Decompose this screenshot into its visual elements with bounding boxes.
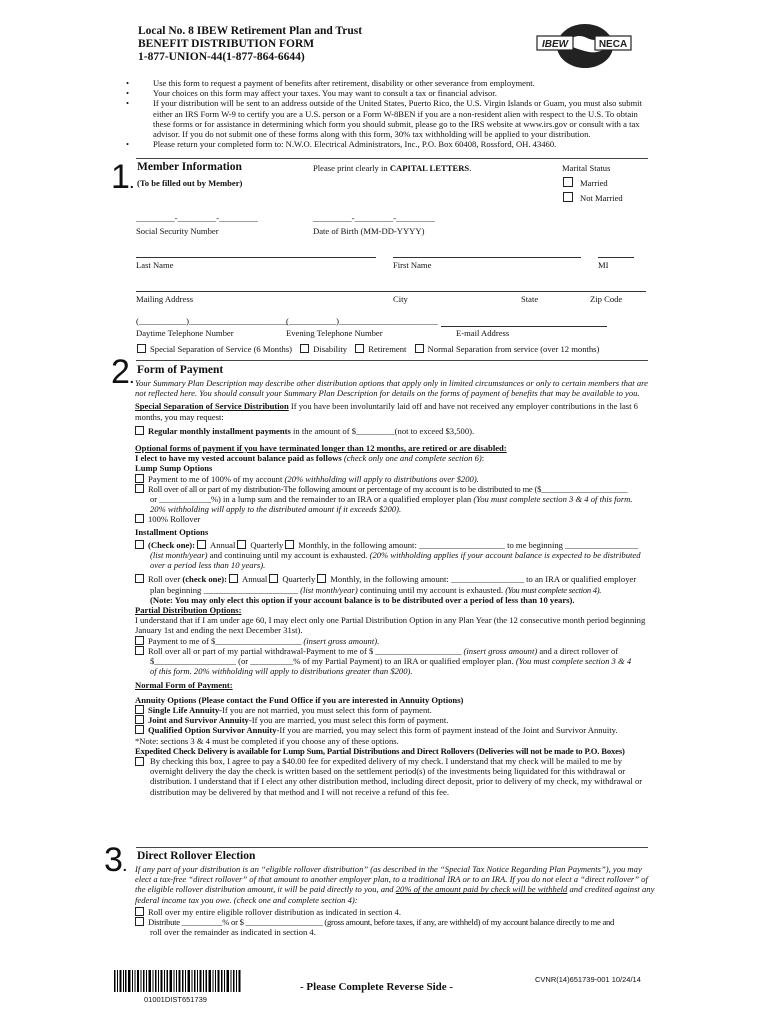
partial-distribution-heading: Partial Distribution Options: — [135, 605, 242, 616]
partial-rollover-payment-checkbox[interactable] — [135, 646, 144, 655]
normal-separation-label: Normal Separation from service (over 12 months) — [427, 344, 600, 354]
partial-rollover-payment-cont: $___________________ (or __________% of my Partial Payment) to an IRA or qualified employer plan. (You must complete section 3 & 4 — [150, 656, 632, 667]
last-name-field[interactable] — [136, 257, 376, 258]
lump-sum-100-row: Payment to me of 100% of my account (20% withholding will apply to distributions over $200). — [135, 474, 655, 484]
installment-rollover-checkbox[interactable] — [135, 574, 144, 583]
monthly-installment-checkbox[interactable] — [135, 426, 144, 435]
intro-bullet: • Please return your completed form to: N.W.O. Electrical Administrators, Inc., P.O. Box 60408, Rossford, OH. 43460. — [126, 139, 654, 149]
form-header — [138, 25, 362, 64]
evening-phone-field[interactable]: (___________)_______________________ — [286, 316, 438, 326]
section-1-title: Member Information — [137, 161, 242, 173]
rollover-entire-checkbox[interactable] — [135, 907, 144, 916]
logo-ibew-text: IBEW — [541, 39, 569, 50]
lump-sum-100-checkbox[interactable] — [135, 474, 144, 483]
joint-survivor-row: Joint and Survivor Annuity-If you are married, you must select this form of payment. — [135, 715, 655, 725]
barcode-graphic — [114, 970, 242, 992]
rollover-monthly-checkbox[interactable] — [317, 574, 326, 583]
distribute-remainder-cont: roll over the remainder as indicated in section 4. — [150, 927, 316, 938]
intro-bullet: • Your choices on this form may affect your taxes. You may want to consult a tax or financial advisor. — [126, 88, 654, 98]
divider — [136, 847, 648, 848]
ssn-label: Social Security Number — [136, 226, 219, 236]
barcode-number: 01001DIST651739 — [144, 995, 207, 1004]
monthly-installment-row: Regular monthly installment payments in the amount of $_________(not to exceed $3,500). — [135, 426, 655, 436]
section-3-title: Direct Rollover Election — [137, 850, 256, 862]
dob-field[interactable]: _________-_________-_________ — [313, 213, 435, 223]
form-code: CVNR(14)651739-001 10/24/14 — [535, 975, 641, 984]
ibew-neca-logo — [535, 22, 633, 72]
installment-rollover-note: (Note: You may only elect this option if your account balance is to be distributed over a period of less than 10 years). — [150, 594, 575, 605]
partial-rollover-row: Roll over of all or part of my distribution-The following amount or percentage of my account is to be distributed to me ($_____________________ — [135, 484, 655, 494]
separation-type-row — [137, 344, 599, 354]
qualified-option-row: Qualified Option Survivor Annuity-If you are married, you may select this form of payment instead of the Joint and Survivor Annuity. — [135, 725, 655, 735]
rollover-entire-row: Roll over my entire eligible rollover distribution as indicated in section 4. — [135, 907, 655, 917]
optional-forms-heading: Optional forms of payment if you have terminated longer than 12 months, are retired or are disabled: — [135, 443, 507, 454]
partial-payment-row: Payment to me of $____________________ (insert gross amount). — [135, 636, 655, 646]
partial-rollover-checkbox[interactable] — [135, 484, 144, 493]
single-life-row: Single Life Annuity-If you are not married, you must select this form of payment. — [135, 705, 655, 715]
installment-quarterly-checkbox[interactable] — [237, 540, 246, 549]
mailing-address-label: Mailing Address — [136, 294, 194, 304]
installment-payment-row: (Check one): Annual Quarterly Monthly, in the following amount: ____________________ to me beginning _________________ — [135, 540, 655, 550]
section-2-body — [135, 378, 655, 797]
installment-rollover-cont: plan beginning ______________________ (list month/year) continuing until my account is exhausted. (You must complete section 4). — [150, 584, 602, 595]
partial-rollover-payment-note: of this form. 20% withholding will apply to distributions greater than $200). — [150, 666, 413, 677]
partial-distribution-text: I understand that if I am under age 60, I may elect only one Partial Distribution Option in any Plan Year (the 12 consecutive month period beginning January 1st and ending the next December 31st). — [135, 615, 646, 636]
special-separation-checkbox[interactable] — [137, 344, 146, 353]
partial-rollover-row-cont: or ____________%) in a lump sum and the remainder to an IRA or a qualified employer plan (You must complete section 3 & 4 of this form. — [150, 494, 633, 505]
last-name-label: Last Name — [136, 260, 174, 270]
installment-payment-checkbox[interactable] — [135, 540, 144, 549]
partial-rollover-note: 20% withholding will apply to the distributed amount if it exceeds $200). — [150, 504, 402, 515]
form-title: BENEFIT DISTRIBUTION FORM — [138, 38, 315, 50]
evening-phone-label: Evening Telephone Number — [286, 328, 383, 338]
section-3-number: 3. — [104, 841, 127, 879]
single-life-checkbox[interactable] — [135, 705, 144, 714]
city-label: City — [393, 294, 408, 304]
full-rollover-row: 100% Rollover — [135, 514, 655, 524]
state-label: State — [521, 294, 539, 304]
continue-note: - Please Complete Reverse Side - — [300, 981, 454, 993]
marital-status-label: Marital Status — [562, 163, 611, 173]
logo-neca-text: NECA — [598, 39, 628, 50]
ssn-field[interactable]: _________-_________-_________ — [136, 213, 258, 223]
retirement-label: Retirement — [368, 344, 407, 354]
disability-checkbox[interactable] — [300, 344, 309, 353]
installment-rollover-row: Roll over (check one): Annual Quarterly Monthly, in the following amount: _________________ to an IRA or qualified employer — [135, 574, 655, 584]
daytime-phone-label: Daytime Telephone Number — [136, 328, 234, 338]
normal-form-heading: Normal Form of Payment: — [135, 680, 233, 691]
married-checkbox[interactable] — [563, 177, 573, 187]
section-1-subtitle: (To be filled out by Member) — [137, 178, 243, 188]
zip-label: Zip Code — [590, 294, 623, 304]
expedited-checkbox[interactable] — [135, 757, 144, 766]
special-separation-para: Special Separation of Service Distribution If you have been involuntarily laid off and have not received any employer contributions in the last 6 months, you may request: — [135, 401, 638, 422]
section-2-title: Form of Payment — [137, 364, 224, 376]
not-married-label: Not Married — [580, 193, 623, 203]
installment-heading: Installment Options — [135, 526, 209, 537]
daytime-phone-field[interactable]: (___________)_______________________ — [136, 316, 288, 326]
intro-bullet: • If your distribution will be sent to an address outside of the United States, Puerto Rico, the U.S. Virgin Islands or Guam, you must also submit either an IRS Form W-9 to certify you are a U.S. person or a Form W-8BEN if you are a non-resident alien with respect to the U.S. To obtain these forms or for assistance in determining which form you should submit, please go to the IRS website at www.irs.gov or consult with a tax advisor. If you do not submit one of these forms along with this form, 30% tax withholding will be applied to your distribution. — [126, 98, 654, 139]
intro-instructions — [126, 78, 654, 149]
partial-rollover-payment-row: Roll over all or part of my partial withdrawal-Payment to me of $ ____________________ (insert gross amount) and a direct rollover of — [135, 646, 655, 656]
distribute-remainder-row: Distribute __________% or $ ___________________ (gross amount, before taxes, if any, are withheld) of my account balance directly to me and — [135, 917, 655, 927]
installment-payment-cont: (list month/year) and continuing until my account is exhausted. (20% withholding applies if your account balance is expected to be distributed over a period less than 10 years). — [150, 550, 641, 571]
partial-payment-checkbox[interactable] — [135, 636, 144, 645]
first-name-field[interactable] — [393, 257, 581, 258]
first-name-label: First Name — [393, 260, 432, 270]
intro-bullet: • Use this form to request a payment of benefits after retirement, disability or other severance from employment. — [126, 78, 654, 88]
expedited-row: By checking this box, I agree to pay a $40.00 fee for expedited delivery of my check. I understand that my check will be mailed to me by overnight delivery the day the check is written based on the settlement period(s) of the investments being liquidated for this withdrawal or distribution. I understand that if I elect any other distribution method, including direct deposit, prior to delivery of my check, my withdrawal or distribution may be delivered by that method and I will not receive a refund of this fee. — [135, 756, 655, 797]
plan-name: Local No. 8 IBEW Retirement Plan and Trust — [138, 25, 363, 37]
installment-monthly-checkbox[interactable] — [285, 540, 294, 549]
annuity-note: *Note: sections 3 & 4 must be completed if you choose any of these options. — [135, 735, 399, 746]
divider — [136, 360, 648, 361]
section-1-number: 1. — [111, 158, 134, 196]
section-2-number: 2. — [111, 353, 134, 391]
rollover-quarterly-checkbox[interactable] — [269, 574, 278, 583]
email-field[interactable] — [441, 326, 607, 327]
annuity-heading: Annuity Options (Please contact the Fund Office if you are interested in Annuity Options) — [135, 694, 464, 705]
normal-separation-checkbox[interactable] — [415, 344, 424, 353]
section-2-intro: Your Summary Plan Description may describe other distribution options that apply only in limited circumstances or only to certain members that are not reflected here. You should consult your Summary Plan Description for details on the forms of payment of benefits that may be available to you. — [135, 378, 648, 399]
mailing-address-field[interactable] — [136, 291, 646, 292]
not-married-checkbox[interactable] — [563, 192, 573, 202]
dob-label: Date of Birth (MM-DD-YYYY) — [313, 226, 425, 236]
lump-sum-heading: Lump Sump Options — [135, 463, 213, 474]
special-separation-label: Special Separation of Service (6 Months) — [150, 344, 292, 354]
retirement-checkbox[interactable] — [355, 344, 364, 353]
email-label: E-mail Address — [456, 328, 510, 338]
mi-label: MI — [598, 260, 609, 270]
joint-survivor-checkbox[interactable] — [135, 715, 144, 724]
installment-annual-checkbox[interactable] — [197, 540, 206, 549]
full-rollover-checkbox[interactable] — [135, 514, 144, 523]
qualified-option-checkbox[interactable] — [135, 725, 144, 734]
phone-number: 1-877-UNION-44(1-877-864-6644) — [138, 51, 305, 63]
disability-label: Disability — [313, 344, 348, 354]
elect-para: I elect to have my vested account balance paid as follows (check only one and complete section 6): — [135, 453, 485, 464]
expedited-heading: Expedited Check Delivery is available for Lump Sum, Partial Distributions and Direct Rollovers (Deliveries will not be made to P.O. Boxes) — [135, 745, 625, 756]
mi-field[interactable] — [598, 257, 634, 258]
print-note: Please print clearly in CAPITAL LETTERS. — [313, 163, 472, 173]
distribute-remainder-checkbox[interactable] — [135, 917, 144, 926]
rollover-annual-checkbox[interactable] — [229, 574, 238, 583]
married-label: Married — [580, 178, 608, 188]
section-3-intro: If any part of your distribution is an “eligible rollover distribution” (as described in the “Special Tax Notice Regarding Plan Payments”), you may elect a tax-free “direct rollover” of that amount to another employer plan, to a traditional IRA or to an IRA. If you do not elect a “direct rollover” of the eligible rollover distribution amount, it will be paid directly to you, and 20% of the amount paid by check will be withheld and credited against any federal income tax you owe. (check one and complete section 4): — [135, 864, 655, 905]
divider — [136, 158, 648, 159]
section-3-body — [135, 864, 655, 937]
